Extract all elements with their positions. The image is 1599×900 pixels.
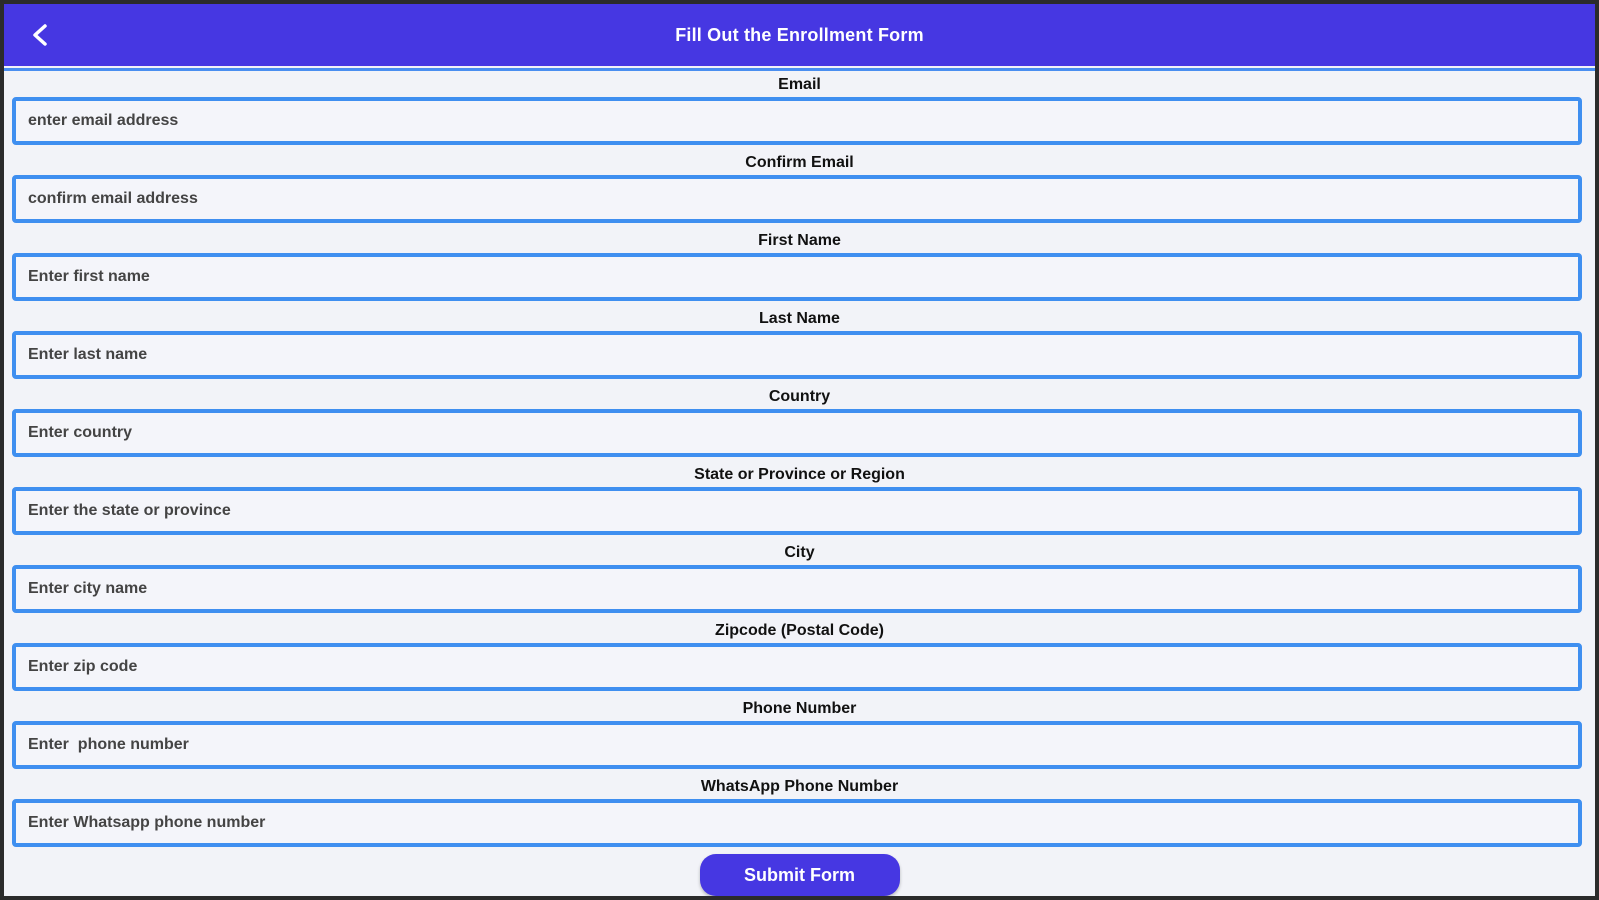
- app-screen: [4, 4, 1595, 896]
- first-name-input[interactable]: [12, 253, 1582, 301]
- state-label: State or Province or Region: [694, 466, 905, 483]
- email-label: Email: [778, 76, 821, 93]
- country-label: Country: [768, 388, 831, 405]
- page-title: Fill Out the Enrollment Form: [675, 24, 924, 45]
- last-name-input[interactable]: [12, 331, 1582, 379]
- phone-label: Phone Number: [742, 700, 857, 717]
- email-field-group: [4, 75, 1595, 153]
- back-button[interactable]: [22, 17, 58, 53]
- city-label: City: [784, 544, 815, 561]
- city-input[interactable]: [12, 565, 1582, 613]
- last-name-field-group: [4, 309, 1595, 387]
- phone-input[interactable]: [12, 721, 1582, 769]
- chevron-left-icon: [29, 23, 51, 47]
- enrollment-form: [4, 75, 1595, 855]
- email-input[interactable]: [12, 97, 1582, 145]
- phone-field-group: [4, 699, 1595, 777]
- zipcode-label: Zipcode (Postal Code): [715, 622, 884, 639]
- whatsapp-input[interactable]: [12, 799, 1582, 847]
- state-input[interactable]: [12, 487, 1582, 535]
- country-input[interactable]: [12, 409, 1582, 457]
- confirm-email-label: Confirm Email: [745, 154, 854, 171]
- whatsapp-field-group: [4, 777, 1595, 855]
- submit-area: [4, 854, 1595, 896]
- first-name-field-group: [4, 231, 1595, 309]
- confirm-email-field-group: [4, 153, 1595, 231]
- submit-form-button[interactable]: Submit Form: [700, 854, 900, 896]
- first-name-label: First Name: [758, 232, 841, 249]
- country-field-group: [4, 387, 1595, 465]
- state-field-group: [4, 465, 1595, 543]
- appbar-divider: [4, 68, 1595, 71]
- last-name-label: Last Name: [759, 310, 840, 327]
- zipcode-field-group: [4, 621, 1595, 699]
- app-bar: [4, 4, 1595, 66]
- whatsapp-label: WhatsApp Phone Number: [700, 778, 899, 795]
- zipcode-input[interactable]: [12, 643, 1582, 691]
- confirm-email-input[interactable]: [12, 175, 1582, 223]
- city-field-group: [4, 543, 1595, 621]
